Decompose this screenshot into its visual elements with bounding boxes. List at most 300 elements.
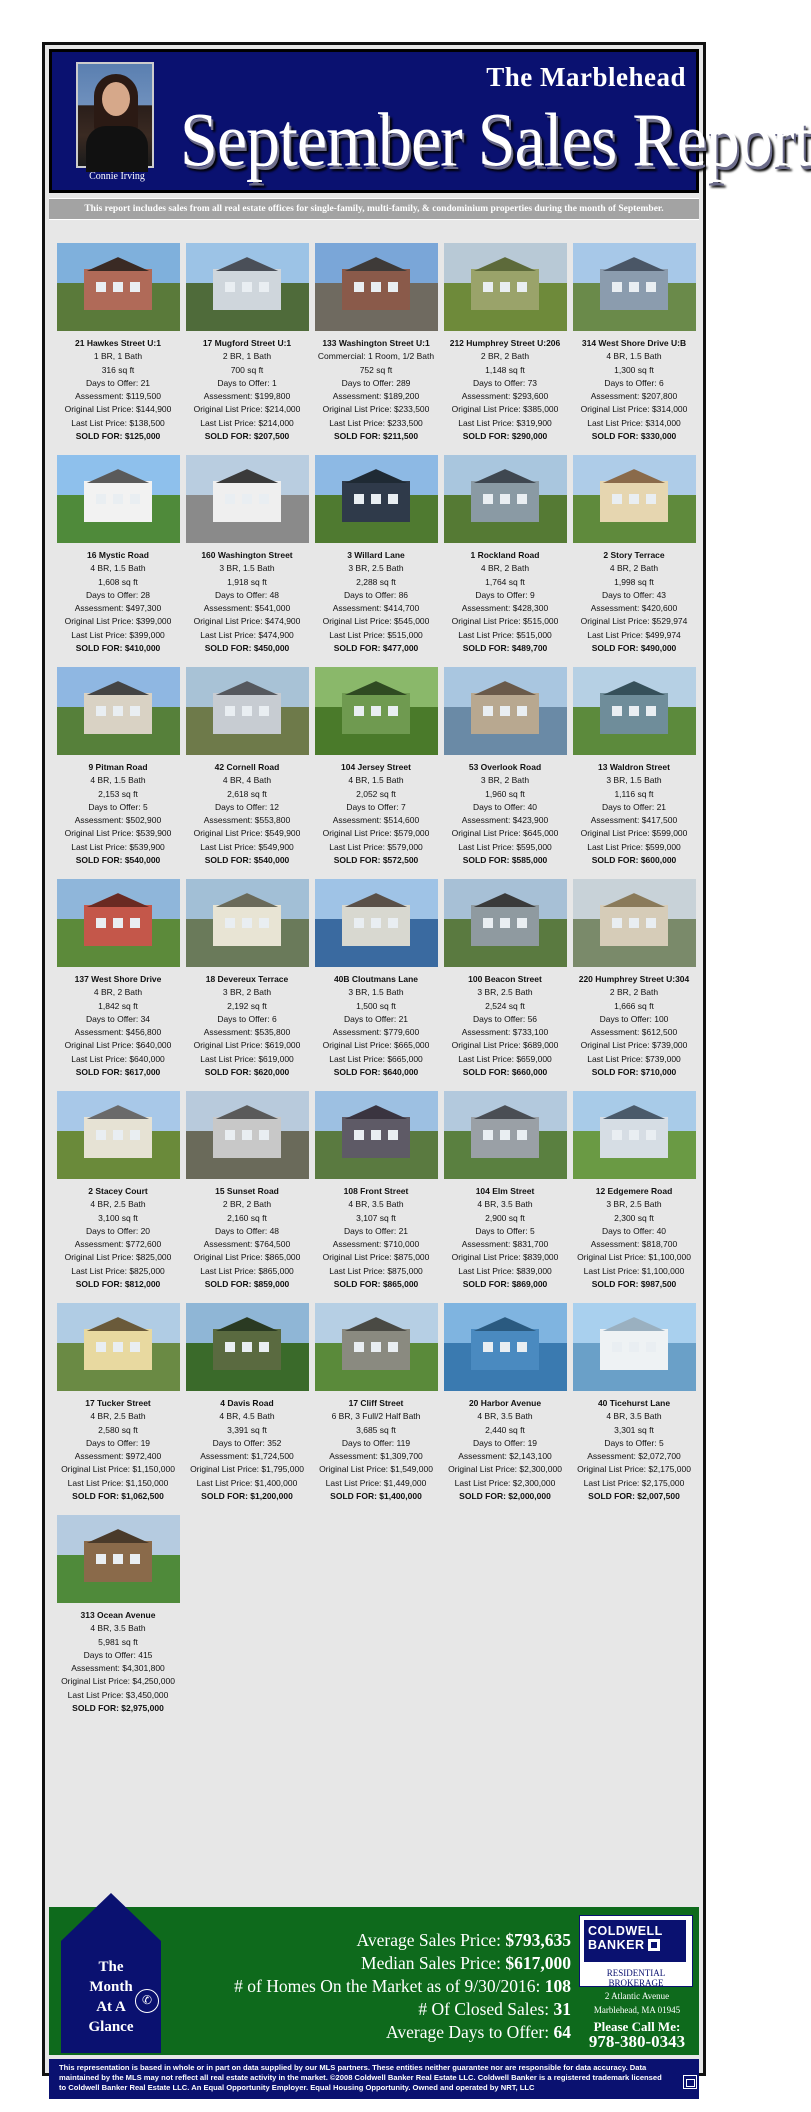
listing-sold-price: SOLD FOR: $490,000 [591, 643, 677, 654]
listing-original-list-price: Original List Price: $865,000 [193, 1252, 301, 1263]
listing-assessment: Assessment: $612,500 [590, 1027, 678, 1038]
listing-last-list-price: Last List Price: $515,000 [329, 629, 423, 640]
listing-address: 40B Cloutmans Lane [333, 974, 419, 984]
phone-number: 978-380-0343 [588, 2032, 686, 2051]
listing-address: 17 Tucker Street [85, 1398, 151, 1408]
listing-sqft: 2,440 sq ft [485, 1424, 525, 1435]
listing-original-list-price: Original List Price: $385,000 [451, 404, 559, 415]
listing-sqft: 3,100 sq ft [98, 1212, 138, 1223]
listing-card [571, 667, 697, 867]
listing-card [571, 879, 697, 1079]
listing-sold-price: SOLD FOR: $540,000 [75, 855, 161, 866]
listing-card [55, 455, 181, 655]
listing-original-list-price: Original List Price: $1,795,000 [190, 1464, 304, 1475]
listing-photo [57, 1303, 180, 1391]
listing-address: 2 Story Terrace [603, 550, 665, 560]
listing-last-list-price: Last List Price: $399,000 [71, 629, 165, 640]
listing-assessment: Assessment: $423,900 [461, 815, 549, 826]
listing-assessment: Assessment: $207,800 [590, 391, 678, 402]
listing-last-list-price: Last List Price: $579,000 [329, 841, 423, 852]
listing-assessment: Assessment: $2,143,100 [458, 1451, 552, 1462]
listing-last-list-price: Last List Price: $665,000 [329, 1053, 423, 1064]
listing-photo [573, 1303, 696, 1391]
listing-photo [573, 243, 696, 331]
listing-photo [573, 1091, 696, 1179]
listing-sqft: 2,900 sq ft [485, 1212, 525, 1223]
listing-sqft: 1,148 sq ft [485, 364, 525, 375]
listing-photo [186, 667, 309, 755]
listing-beds-baths: 4 BR, 2 Bath [480, 563, 530, 574]
listing-original-list-price: Original List Price: $2,175,000 [577, 1464, 691, 1475]
listing-photo [315, 455, 438, 543]
summary-stats [234, 1929, 571, 2044]
listing-original-list-price: Original List Price: $739,000 [580, 1040, 688, 1051]
listing-sqft: 752 sq ft [359, 364, 393, 375]
listing-address: 53 Overlook Road [468, 762, 542, 772]
listing-card [184, 1303, 310, 1503]
listing-sqft: 1,960 sq ft [485, 788, 525, 799]
report-title: September Sales Report [180, 97, 811, 183]
listing-sqft: 2,288 sq ft [356, 576, 396, 587]
listing-photo [186, 879, 309, 967]
listing-beds-baths: 4 BR, 3.5 Bath [477, 1199, 533, 1210]
listing-address: 100 Beacon Street [468, 974, 542, 984]
listing-sqft: 5,981 sq ft [98, 1636, 138, 1647]
listing-card [313, 879, 439, 1079]
listing-original-list-price: Original List Price: $214,000 [193, 404, 301, 415]
listing-last-list-price: Last List Price: $739,000 [587, 1053, 681, 1064]
listing-last-list-price: Last List Price: $515,000 [458, 629, 552, 640]
listing-original-list-price: Original List Price: $825,000 [64, 1252, 172, 1263]
listing-days-to-offer: Days to Offer: 43 [601, 589, 667, 600]
listing-days-to-offer: Days to Offer: 21 [343, 1225, 409, 1236]
listing-assessment: Assessment: $2,072,700 [587, 1451, 681, 1462]
listing-sqft: 700 sq ft [230, 364, 264, 375]
listing-card [442, 243, 568, 443]
listing-photo [315, 1091, 438, 1179]
listing-sold-price: SOLD FOR: $572,500 [333, 855, 419, 866]
listing-last-list-price: Last List Price: $499,974 [587, 629, 681, 640]
listing-address: 17 Mugford Street U:1 [202, 338, 292, 348]
listing-days-to-offer: Days to Offer: 352 [212, 1437, 282, 1448]
listing-address: 1 Rockland Road [470, 550, 540, 560]
listing-photo [57, 879, 180, 967]
listing-original-list-price: Original List Price: $1,100,000 [577, 1252, 691, 1263]
listing-card [442, 667, 568, 867]
listing-sqft: 2,192 sq ft [227, 1000, 267, 1011]
listing-sqft: 2,618 sq ft [227, 788, 267, 799]
listing-card [571, 455, 697, 655]
listing-address: 212 Humphrey Street U:206 [449, 338, 561, 348]
listing-original-list-price: Original List Price: $689,000 [451, 1040, 559, 1051]
listing-sold-price: SOLD FOR: $211,500 [333, 431, 419, 442]
listing-days-to-offer: Days to Offer: 7 [346, 801, 406, 812]
listing-original-list-price: Original List Price: $539,900 [64, 828, 172, 839]
listing-days-to-offer: Days to Offer: 86 [343, 589, 409, 600]
listing-sold-price: SOLD FOR: $812,000 [75, 1279, 161, 1290]
listing-days-to-offer: Days to Offer: 20 [85, 1225, 151, 1236]
listing-original-list-price: Original List Price: $529,974 [580, 616, 688, 627]
listing-card [55, 243, 181, 443]
month-at-a-glance-label: The Month At A Glance [88, 1959, 134, 2035]
listing-last-list-price: Last List Price: $3,450,000 [67, 1689, 169, 1700]
listing-beds-baths: 4 BR, 1.5 Bath [90, 775, 146, 786]
listing-original-list-price: Original List Price: $619,000 [193, 1040, 301, 1051]
homes-on-market-line: # of Homes On the Market as of 9/30/2016: 108 [234, 1976, 571, 1996]
listing-original-list-price: Original List Price: $1,150,000 [61, 1464, 175, 1475]
listing-assessment: Assessment: $4,301,800 [71, 1663, 165, 1674]
listing-sqft: 1,998 sq ft [614, 576, 654, 587]
listing-last-list-price: Last List Price: $865,000 [200, 1265, 294, 1276]
listing-sold-price: SOLD FOR: $640,000 [333, 1067, 419, 1078]
listing-last-list-price: Last List Price: $1,400,000 [196, 1477, 298, 1488]
listing-assessment: Assessment: $199,800 [203, 391, 291, 402]
listing-original-list-price: Original List Price: $640,000 [64, 1040, 172, 1051]
listing-sqft: 1,918 sq ft [227, 576, 267, 587]
disclaimer: This representation is based in whole or in part on data supplied by our MLS partners. These entities neither guarantee nor are responsible for data accuracy. Data maintained by the MLS may not reflect all real estate activity in the market. ©2008 Coldwell Banker Real Estate LLC. Coldwell Banker is a registered trademark licensed to Coldwell Banker Real Estate LLC. An Equal Opportunity Employer. Equal Housing Opportunity. Owned and operated by NRT, LLC [49, 2059, 699, 2099]
listing-beds-baths: 3 BR, 1.5 Bath [219, 563, 275, 574]
listing-card [313, 667, 439, 867]
equal-housing-icon [683, 2075, 697, 2089]
listing-days-to-offer: Days to Offer: 1 [217, 377, 277, 388]
listing-days-to-offer: Days to Offer: 73 [472, 377, 538, 388]
listing-photo [444, 455, 567, 543]
listing-address: 3 Willard Lane [347, 550, 405, 560]
listing-beds-baths: 4 BR, 1.5 Bath [348, 775, 404, 786]
listing-assessment: Assessment: $772,600 [74, 1239, 162, 1250]
listing-card [184, 1091, 310, 1291]
listing-sold-price: SOLD FOR: $330,000 [591, 431, 677, 442]
listing-assessment: Assessment: $1,724,500 [200, 1451, 294, 1462]
listing-sqft: 2,160 sq ft [227, 1212, 267, 1223]
listing-card [55, 1091, 181, 1291]
listing-beds-baths: 4 BR, 3.5 Bath [477, 1411, 533, 1422]
listing-original-list-price: Original List Price: $515,000 [451, 616, 559, 627]
listing-sold-price: SOLD FOR: $600,000 [591, 855, 677, 866]
listing-last-list-price: Last List Price: $875,000 [329, 1265, 423, 1276]
brand-title: The Marblehead [486, 62, 686, 92]
listing-card [442, 1303, 568, 1503]
listing-card [55, 667, 181, 867]
listing-sold-price: SOLD FOR: $1,200,000 [201, 1491, 293, 1502]
listing-sold-price: SOLD FOR: $450,000 [204, 643, 290, 654]
listing-photo [444, 1303, 567, 1391]
listing-beds-baths: 4 BR, 3.5 Bath [90, 1623, 146, 1634]
listing-last-list-price: Last List Price: $599,000 [587, 841, 681, 852]
listing-assessment: Assessment: $502,900 [74, 815, 162, 826]
call-me: Please Call Me: 978-380-0343 [581, 2019, 693, 2049]
listing-original-list-price: Original List Price: $4,250,000 [61, 1676, 175, 1687]
listing-sqft: 3,107 sq ft [356, 1212, 396, 1223]
listing-sqft: 2,052 sq ft [356, 788, 396, 799]
listing-photo [315, 879, 438, 967]
listing-beds-baths: 1 BR, 1 Bath [93, 351, 143, 362]
listing-days-to-offer: Days to Offer: 21 [343, 1013, 409, 1024]
median-sales-price-line: Median Sales Price: $617,000 [361, 1953, 571, 1973]
listing-address: 40 Ticehurst Lane [597, 1398, 671, 1408]
listing-assessment: Assessment: $535,800 [203, 1027, 291, 1038]
listing-assessment: Assessment: $779,600 [332, 1027, 420, 1038]
listing-days-to-offer: Days to Offer: 5 [604, 1437, 664, 1448]
listing-assessment: Assessment: $733,100 [461, 1027, 549, 1038]
listing-assessment: Assessment: $119,500 [75, 391, 161, 402]
listing-days-to-offer: Days to Offer: 34 [85, 1013, 151, 1024]
listing-days-to-offer: Days to Offer: 289 [341, 377, 411, 388]
listing-address: 2 Stacey Court [88, 1186, 148, 1196]
listing-sqft: 1,300 sq ft [614, 364, 654, 375]
report-subtitle: This report includes sales from all real estate offices for single-family, multi-family, & condominium properties during the month of September. [49, 198, 699, 220]
listing-beds-baths: 3 BR, 2 Bath [480, 775, 530, 786]
listing-beds-baths: 3 BR, 2 Bath [222, 987, 272, 998]
listing-original-list-price: Original List Price: $1,549,000 [319, 1464, 433, 1475]
listing-last-list-price: Last List Price: $640,000 [71, 1053, 165, 1064]
listing-address: 12 Edgemere Road [595, 1186, 673, 1196]
listing-days-to-offer: Days to Offer: 9 [475, 589, 535, 600]
listing-original-list-price: Original List Price: $665,000 [322, 1040, 430, 1051]
listing-address: 21 Hawkes Street U:1 [75, 338, 161, 348]
listing-assessment: Assessment: $818,700 [590, 1239, 678, 1250]
listing-assessment: Assessment: $1,309,700 [329, 1451, 423, 1462]
listing-beds-baths: 3 BR, 2.5 Bath [606, 1199, 662, 1210]
listing-address: 314 West Shore Drive U:B [581, 338, 687, 348]
listing-photo [573, 879, 696, 967]
listing-last-list-price: Last List Price: $2,300,000 [454, 1477, 556, 1488]
listing-beds-baths: 4 BR, 2 Bath [93, 987, 143, 998]
listing-last-list-price: Last List Price: $619,000 [200, 1053, 294, 1064]
listing-beds-baths: Commercial: 1 Room, 1/2 Bath [317, 351, 435, 362]
listing-last-list-price: Last List Price: $825,000 [71, 1265, 165, 1276]
listing-sqft: 3,301 sq ft [614, 1424, 654, 1435]
listing-address: 313 Ocean Avenue [80, 1610, 156, 1620]
listing-card [571, 1091, 697, 1291]
listing-card [184, 455, 310, 655]
listing-last-list-price: Last List Price: $839,000 [458, 1265, 552, 1276]
listing-original-list-price: Original List Price: $474,900 [193, 616, 301, 627]
listing-sqft: 2,524 sq ft [485, 1000, 525, 1011]
listing-beds-baths: 2 BR, 2 Bath [609, 987, 659, 998]
listing-assessment: Assessment: $553,800 [203, 815, 291, 826]
listing-photo [57, 243, 180, 331]
listing-assessment: Assessment: $497,300 [74, 603, 162, 614]
listing-sold-price: SOLD FOR: $489,700 [462, 643, 548, 654]
listing-assessment: Assessment: $831,700 [461, 1239, 549, 1250]
listing-card [313, 1303, 439, 1503]
listing-sold-price: SOLD FOR: $207,500 [204, 431, 290, 442]
listing-card [184, 879, 310, 1079]
listing-last-list-price: Last List Price: $2,175,000 [583, 1477, 685, 1488]
listing-assessment: Assessment: $764,500 [203, 1239, 291, 1250]
listing-days-to-offer: Days to Offer: 100 [599, 1013, 669, 1024]
listing-sqft: 1,116 sq ft [614, 788, 654, 799]
listing-original-list-price: Original List Price: $549,900 [193, 828, 301, 839]
listing-last-list-price: Last List Price: $1,150,000 [67, 1477, 169, 1488]
listing-last-list-price: Last List Price: $233,500 [329, 417, 423, 428]
listing-sold-price: SOLD FOR: $710,000 [591, 1067, 677, 1078]
listing-last-list-price: Last List Price: $214,000 [200, 417, 294, 428]
listing-sold-price: SOLD FOR: $2,975,000 [72, 1703, 164, 1714]
listing-last-list-price: Last List Price: $319,900 [458, 417, 552, 428]
listing-sold-price: SOLD FOR: $987,500 [591, 1279, 677, 1290]
listing-last-list-price: Last List Price: $595,000 [458, 841, 552, 852]
listing-original-list-price: Original List Price: $579,000 [322, 828, 430, 839]
listing-photo [57, 1515, 180, 1603]
listing-address: 133 Washington Street U:1 [322, 338, 430, 348]
listing-photo [315, 1303, 438, 1391]
listing-last-list-price: Last List Price: $1,449,000 [325, 1477, 427, 1488]
listing-beds-baths: 3 BR, 1.5 Bath [348, 987, 404, 998]
listing-days-to-offer: Days to Offer: 5 [475, 1225, 535, 1236]
listing-assessment: Assessment: $189,200 [332, 391, 420, 402]
listing-sold-price: SOLD FOR: $660,000 [462, 1067, 548, 1078]
office-address: 2 Atlantic Avenue Marblehead, MA 01945 [593, 1991, 681, 2015]
listing-original-list-price: Original List Price: $314,000 [580, 404, 688, 415]
listing-days-to-offer: Days to Offer: 119 [341, 1437, 411, 1448]
listing-beds-baths: 3 BR, 2.5 Bath [348, 563, 404, 574]
listing-original-list-price: Original List Price: $599,000 [580, 828, 688, 839]
listing-assessment: Assessment: $541,000 [203, 603, 291, 614]
listing-beds-baths: 6 BR, 3 Full/2 Half Bath [331, 1411, 421, 1422]
month-summary-panel [49, 1907, 699, 2055]
listing-address: 18 Devereux Terrace [205, 974, 289, 984]
listing-sqft: 3,391 sq ft [227, 1424, 267, 1435]
listing-original-list-price: Original List Price: $839,000 [451, 1252, 559, 1263]
listing-original-list-price: Original List Price: $2,300,000 [448, 1464, 562, 1475]
listing-assessment: Assessment: $293,600 [461, 391, 549, 402]
listing-photo [57, 667, 180, 755]
listing-card [55, 1303, 181, 1503]
listing-card [442, 879, 568, 1079]
listing-address: 16 Mystic Road [87, 550, 149, 560]
listing-sold-price: SOLD FOR: $869,000 [462, 1279, 548, 1290]
listing-assessment: Assessment: $514,600 [332, 815, 420, 826]
listing-address: 42 Cornell Road [214, 762, 280, 772]
listing-beds-baths: 3 BR, 1.5 Bath [606, 775, 662, 786]
listing-card [184, 667, 310, 867]
listing-days-to-offer: Days to Offer: 6 [604, 377, 664, 388]
listing-address: 104 Jersey Street [341, 762, 411, 772]
listing-photo [573, 667, 696, 755]
listing-assessment: Assessment: $972,400 [74, 1451, 162, 1462]
listing-days-to-offer: Days to Offer: 5 [88, 801, 148, 812]
agent-photo [76, 62, 154, 168]
listing-beds-baths: 2 BR, 1 Bath [222, 351, 272, 362]
listing-photo [186, 1091, 309, 1179]
listing-photo [444, 879, 567, 967]
listing-address: 15 Sunset Road [215, 1186, 279, 1196]
listing-photo [57, 455, 180, 543]
listing-address: 17 Cliff Street [348, 1398, 404, 1408]
listing-beds-baths: 3 BR, 2.5 Bath [477, 987, 533, 998]
listing-original-list-price: Original List Price: $233,500 [322, 404, 430, 415]
listing-days-to-offer: Days to Offer: 19 [472, 1437, 538, 1448]
listing-original-list-price: Original List Price: $545,000 [322, 616, 430, 627]
listing-sold-price: SOLD FOR: $1,062,500 [72, 1491, 164, 1502]
listing-sold-price: SOLD FOR: $585,000 [462, 855, 548, 866]
avg-days-to-offer-line: Average Days to Offer: 64 [386, 2022, 571, 2042]
listing-original-list-price: Original List Price: $399,000 [64, 616, 172, 627]
listing-photo [573, 455, 696, 543]
listing-photo [444, 667, 567, 755]
listing-original-list-price: Original List Price: $875,000 [322, 1252, 430, 1263]
listing-beds-baths: 4 BR, 1.5 Bath [90, 563, 146, 574]
listing-sold-price: SOLD FOR: $540,000 [204, 855, 290, 866]
listing-sqft: 1,666 sq ft [614, 1000, 654, 1011]
listing-days-to-offer: Days to Offer: 56 [472, 1013, 538, 1024]
listing-last-list-price: Last List Price: $314,000 [587, 417, 681, 428]
listing-assessment: Assessment: $420,600 [590, 603, 678, 614]
listing-last-list-price: Last List Price: $138,500 [71, 417, 165, 428]
listing-photo [444, 1091, 567, 1179]
listing-card [442, 455, 568, 655]
listing-sqft: 2,580 sq ft [98, 1424, 138, 1435]
listing-sqft: 1,764 sq ft [485, 576, 525, 587]
listing-beds-baths: 4 BR, 4.5 Bath [219, 1411, 275, 1422]
listing-photo [186, 243, 309, 331]
listing-days-to-offer: Days to Offer: 40 [601, 1225, 667, 1236]
listing-beds-baths: 4 BR, 3.5 Bath [606, 1411, 662, 1422]
listing-sold-price: SOLD FOR: $1,400,000 [330, 1491, 422, 1502]
listing-sqft: 316 sq ft [101, 364, 135, 375]
listing-last-list-price: Last List Price: $474,900 [200, 629, 294, 640]
listing-sold-price: SOLD FOR: $865,000 [333, 1279, 419, 1290]
listing-days-to-offer: Days to Offer: 40 [472, 801, 538, 812]
listing-days-to-offer: Days to Offer: 48 [214, 589, 280, 600]
listing-days-to-offer: Days to Offer: 21 [85, 377, 151, 388]
listing-address: 160 Washington Street [201, 550, 293, 560]
listing-address: 20 Harbor Avenue [468, 1398, 542, 1408]
avg-sales-price-line: Average Sales Price: $793,635 [356, 1930, 571, 1950]
listing-card [313, 243, 439, 443]
listing-beds-baths: 4 BR, 4 Bath [222, 775, 272, 786]
listing-sqft: 3,685 sq ft [356, 1424, 396, 1435]
listing-card [571, 243, 697, 443]
listing-photo [186, 1303, 309, 1391]
listing-beds-baths: 4 BR, 1.5 Bath [606, 351, 662, 362]
listing-last-list-price: Last List Price: $1,100,000 [583, 1265, 685, 1276]
listing-address: 9 Pitman Road [88, 762, 148, 772]
listing-days-to-offer: Days to Offer: 21 [601, 801, 667, 812]
listing-card [442, 1091, 568, 1291]
listing-photo [315, 667, 438, 755]
listing-sold-price: SOLD FOR: $125,000 [75, 431, 161, 442]
listing-address: 220 Humphrey Street U:304 [578, 974, 690, 984]
listing-sqft: 1,608 sq ft [98, 576, 138, 587]
listing-card [571, 1303, 697, 1503]
listing-beds-baths: 4 BR, 3.5 Bath [348, 1199, 404, 1210]
listing-days-to-offer: Days to Offer: 6 [217, 1013, 277, 1024]
listing-card [313, 1091, 439, 1291]
listing-address: 104 Elm Street [475, 1186, 535, 1196]
listing-assessment: Assessment: $456,800 [74, 1027, 162, 1038]
listing-last-list-price: Last List Price: $659,000 [458, 1053, 552, 1064]
listing-assessment: Assessment: $428,300 [461, 603, 549, 614]
listing-beds-baths: 2 BR, 2 Bath [480, 351, 530, 362]
listing-sqft: 2,153 sq ft [98, 788, 138, 799]
listing-sold-price: SOLD FOR: $2,007,500 [588, 1491, 680, 1502]
listing-address: 13 Waldron Street [598, 762, 670, 772]
listing-days-to-offer: Days to Offer: 28 [85, 589, 151, 600]
listing-assessment: Assessment: $417,500 [590, 815, 678, 826]
listing-beds-baths: 4 BR, 2.5 Bath [90, 1199, 146, 1210]
report-header [49, 49, 811, 193]
listing-photo [444, 243, 567, 331]
listing-original-list-price: Original List Price: $144,900 [64, 404, 172, 415]
listing-photo [315, 243, 438, 331]
listing-sold-price: SOLD FOR: $2,000,000 [459, 1491, 551, 1502]
listing-photo [57, 1091, 180, 1179]
listing-sold-price: SOLD FOR: $410,000 [75, 643, 161, 654]
listing-beds-baths: 2 BR, 2 Bath [222, 1199, 272, 1210]
